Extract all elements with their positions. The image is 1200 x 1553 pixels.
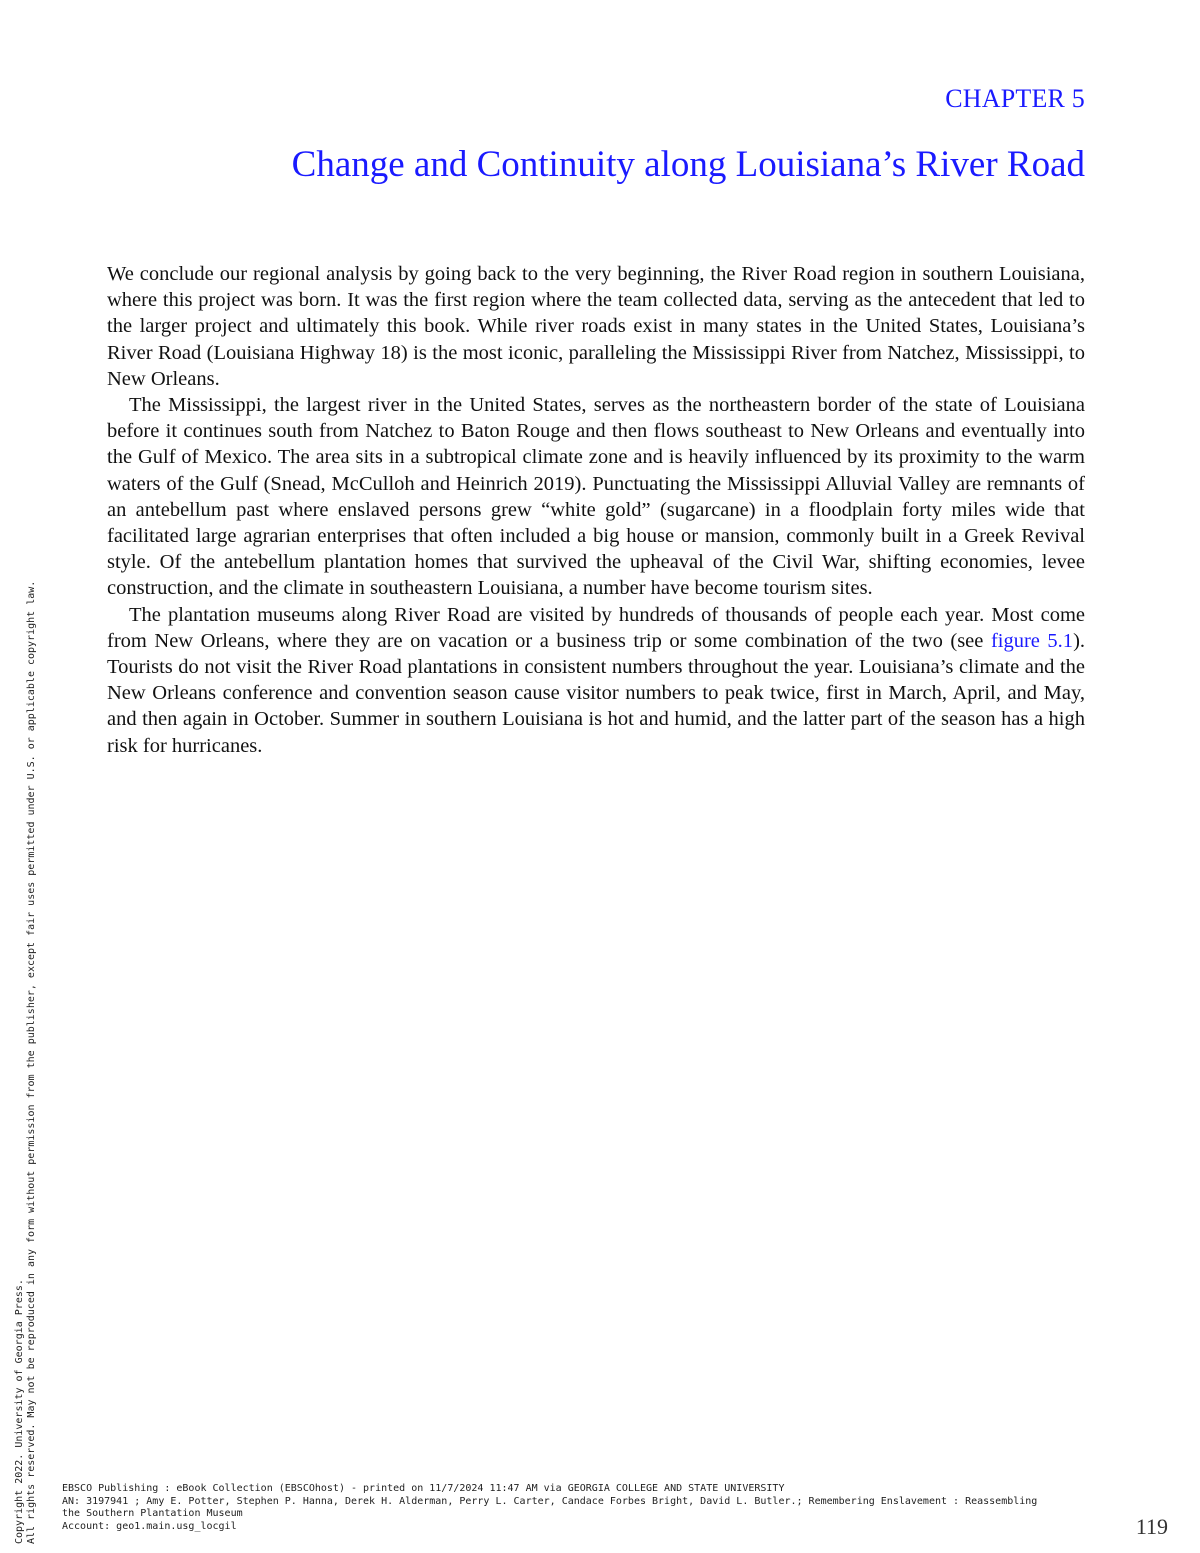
paragraph-1: We conclude our regional analysis by going back to the very beginning, the River Road region in southern Louisiana, where this project was born. It was the first region where the team collected data, serving as the antecedent that led to the larger project and ultimately this book. While river roads exist in many states in the United States, Louisiana’s River Road (Louisiana Highway 18) is the most iconic, paralleling the Mississippi River from Natchez, Mississippi, to New Orleans. — [107, 263, 1085, 390]
page-number: 119 — [1135, 1514, 1168, 1539]
chapter-title: Change and Continuity along Louisiana’s River Road — [291, 144, 1085, 185]
copyright-notice — [14, 384, 38, 1544]
footer-line-2: AN: 3197941 ; Amy E. Potter, Stephen P. Hanna, Derek H. Alderman, Perry L. Carter, Candace Forbes Bright, David L. Butler.; Remembering Enslavement : Reassembling — [62, 1495, 1038, 1507]
figure-link[interactable]: figure 5.1 — [990, 629, 1074, 652]
footer-line-1: EBSCO Publishing : eBook Collection (EBSCOhost) - printed on 11/7/2024 11:47 AM via GEORGIA COLLEGE AND STATE UNIVERSITY — [62, 1483, 785, 1494]
footer-line-4: Account: geo1.main.usg_locgil — [62, 1520, 237, 1532]
ebsco-footer — [62, 1483, 1192, 1533]
rights-line: All rights reserved. May not be reproduced in any form without permission from the publisher, except fair uses permitted under U.S. or applicable copyright law. — [26, 580, 37, 1544]
paragraph-3-text-after: ). Tourists do not visit the River Road plantations in consistent numbers throughout the year. Louisiana’s climate and the New Orleans conference and convention season cause visitor numbers to peak twice, first in March, April, and May, and then again in October. Summer in southern Louisiana is hot and humid, and the latter part of the season has a high risk for hurricanes. — [107, 629, 1086, 757]
paragraph-2: The Mississippi, the largest river in the United States, serves as the northeastern border of the state of Louisiana before it continues south from Natchez to Baton Rouge and then flows southeast to New Orleans and eventually into the Gulf of Mexico. The area sits in a subtropical climate zone and is heavily influenced by its proximity to the warm waters of the Gulf (Snead, McCulloh and Heinrich 2019). Punctuating the Mississippi Alluvial Valley are remnants of an antebellum past where enslaved persons grew “white gold” (sugarcane) in a floodplain forty miles wide that facilitated large agrarian enterprises that often included a big house or mansion, commonly built in a Greek Revival style. Of the antebellum plantation homes that survived the upheaval of the Civil War, shifting economies, levee construction, and the climate in southeastern Louisiana, a number have become tourism sites. — [107, 394, 1085, 600]
footer-line-3: the Southern Plantation Museum — [62, 1508, 243, 1519]
copyright-line: Copyright 2022. University of Georgia Press. — [14, 1279, 25, 1544]
paragraph-3-text-before: The plantation museums along River Road are visited by hundreds of thousands of people each year. Most come from New Orleans, where they are on vacation or a business trip or some combination of the two (see — [107, 603, 1085, 652]
paragraph-3 — [107, 602, 1085, 759]
chapter-label: CHAPTER 5 — [945, 84, 1085, 113]
body-text — [107, 261, 1085, 759]
